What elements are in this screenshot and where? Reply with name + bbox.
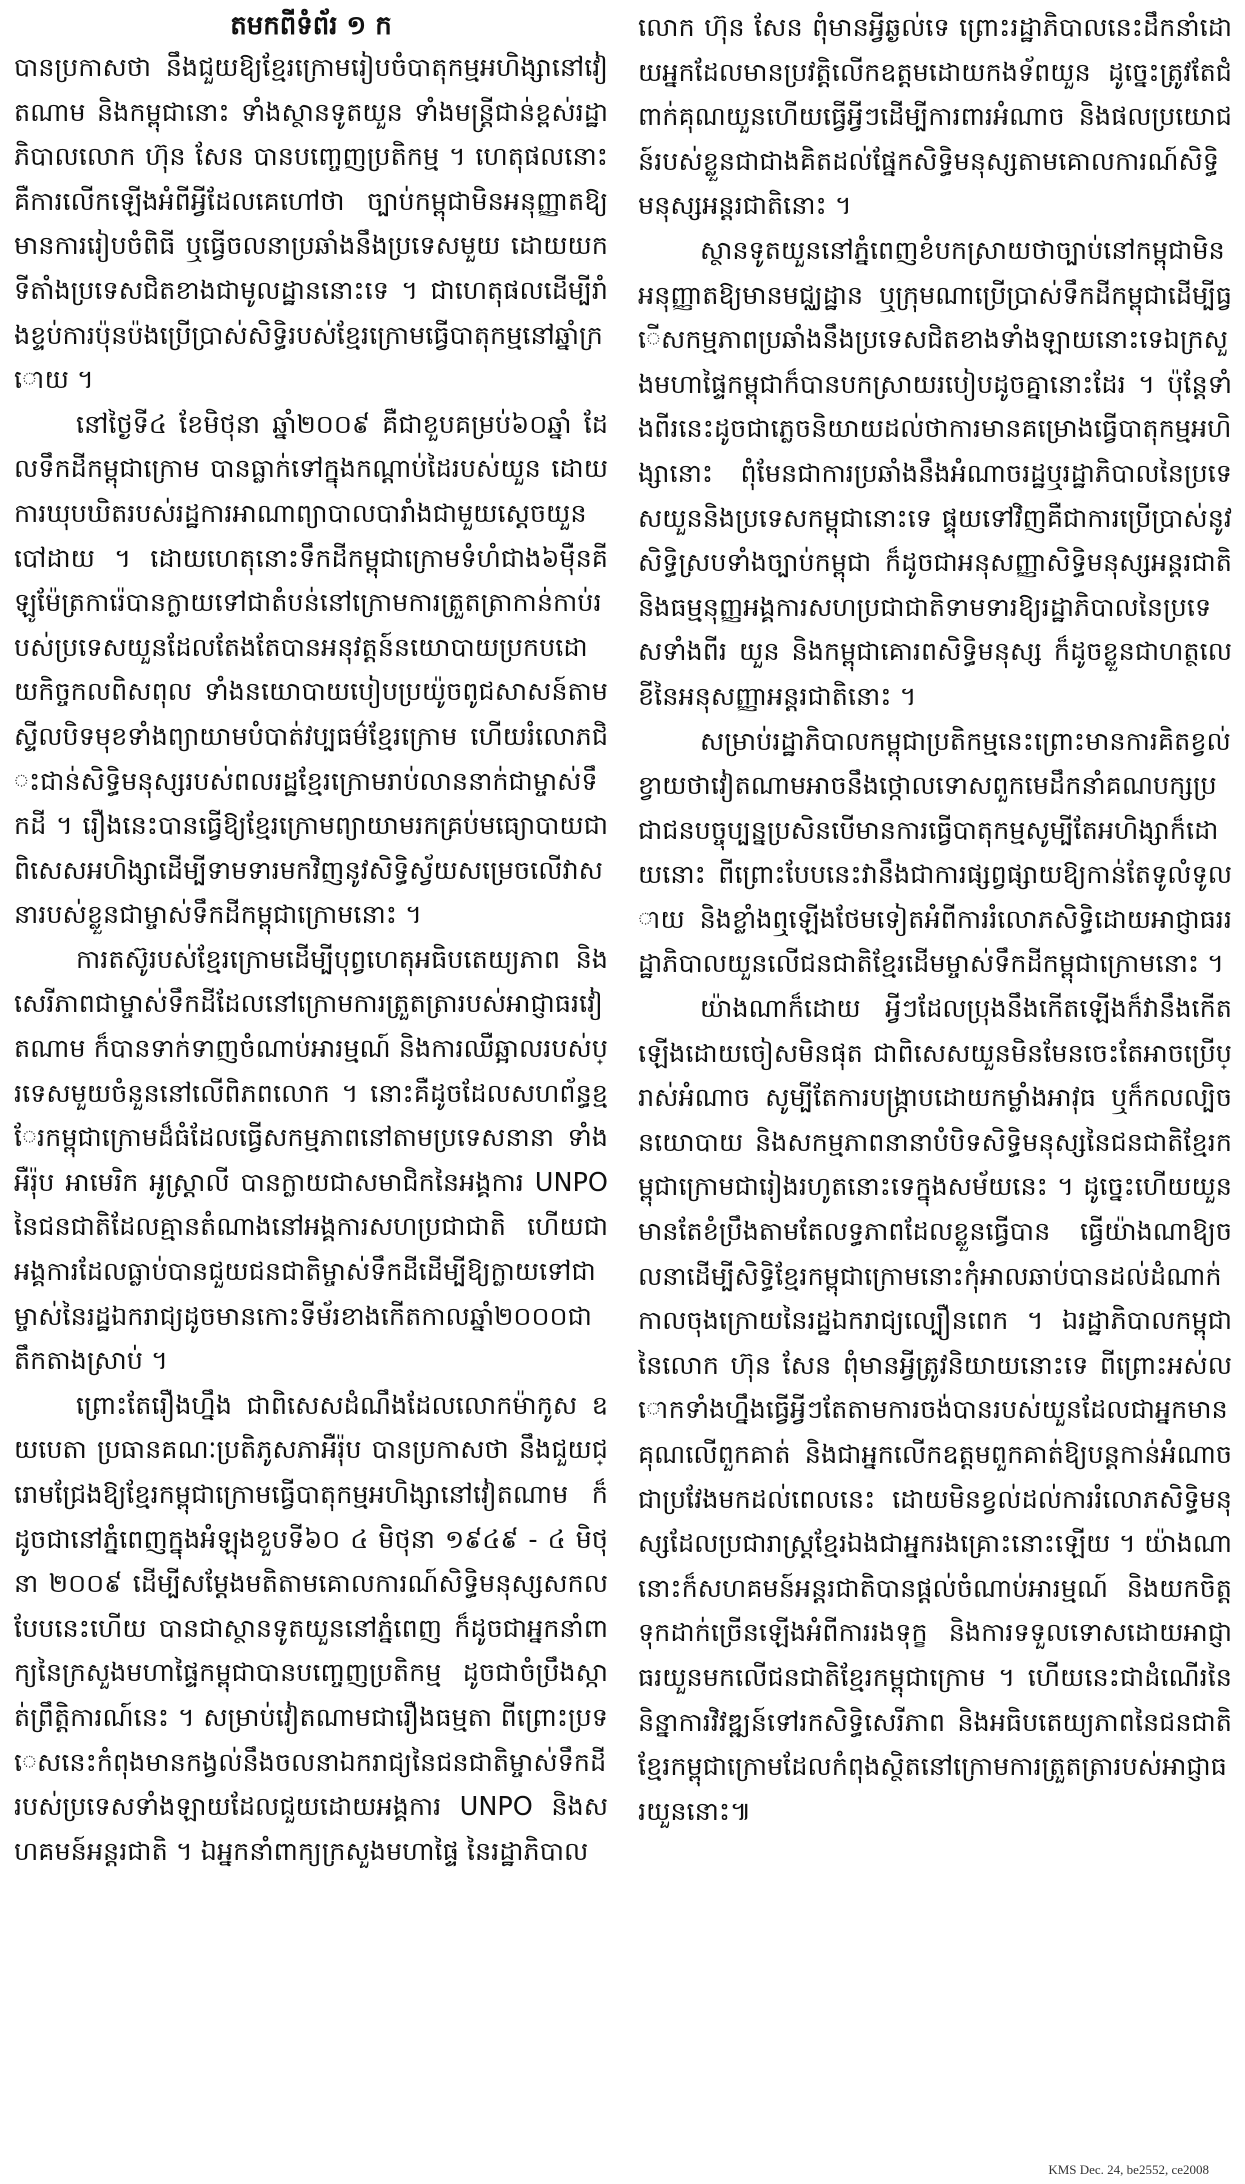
- page-footer-credit: KMS Dec. 24, be2552, ce2008: [1048, 2162, 1209, 2177]
- left-column: [14, 6, 608, 2146]
- right-paragraph-3: សម្រាប់រដ្ឋាភិបាលកម្ពុជាប្រតិកម្មនេះព្រោះមានការគិតខ្វល់ខ្វាយថាវៀតណាមអាចនឹងថ្កោលទោសពួកមេដឹកនាំគណបក្សប្រជាជនបច្ចុប្បន្នប្រសិនបើមានការធ្វើបាតុកម្មសូម្បីតែអហិង្សាក៏ដោយនោះ ពីព្រោះបែបនេះវានឹងជាការផ្សព្វផ្សាយឱ្យកាន់តែទូលំទូលាយ និងខ្លាំងឮឡើងថែមទៀតអំពីការរំលោភសិទ្ធិដោយអាជ្ញាធររដ្ឋាភិបាលយួនលើជនជាតិខ្មែរដើមម្ចាស់ទឹកដីកម្ពុជាក្រោមនោះ ។: [638, 726, 1232, 980]
- right-column: [638, 6, 1232, 2146]
- continuation-heading: តមកពីទំព័រ ១ ក: [230, 11, 392, 41]
- right-paragraph-1: លោក ហ៊ុន សែន ពុំមានអ្វីឆ្ងល់ទេ ព្រោះរដ្ឋាភិបាលនេះដឹកនាំដោយអ្នកដែលមានប្រវត្តិលើកឧត្តមដោយកងទ័ពយួន ដូច្នេះត្រូវតែជំពាក់គុណយួនហើយធ្វើអ្វីៗដើម្បីការពារអំណាច និងផលប្រយោជន៍របស់ខ្លួនជាជាងគិតដល់ផ្នែកសិទ្ធិមនុស្សតាមគោលការណ៍សិទ្ធិមនុស្សអន្តរជាតិនោះ ។: [638, 13, 1232, 222]
- left-paragraph-2: នៅថ្ងៃទី៤ ខែមិថុនា ឆ្នាំ២០០៩ គឺជាខួបគម្រប់៦០ឆ្នាំ ដែលទឹកដីកម្ពុជាក្រោម បានធ្លាក់ទៅក្នុងកណ្ដាប់ដៃរបស់យួន ដោយការឃុបឃិតរបស់រដ្ឋការអាណាព្យាបាលបារាំងជាមួយស្ដេចយួន បៅដាយ ។ ដោយហេតុនោះទឹកដីកម្ពុជាក្រោមទំហំជាង៦ម៉ឺនគីឡូម៉ែត្រការ៉េបានក្លាយទៅជាតំបន់នៅក្រោមការត្រួតត្រាកាន់កាប់របស់ប្រទេសយួនដែលតែងតែបានអនុវត្តន៍នយោបាយប្រកបដោយកិច្ចកលពិសពុល ទាំងនយោបាយបៀបប្រយ៉ូចពូជសាសន៍តាមស្ទីលបិទមុខទាំងព្យាយាមបំបាត់វប្បធម៌ខ្មែរក្រោម ហើយរំលោភជិះជាន់សិទ្ធិមនុស្សរបស់ពលរដ្ឋខ្មែរក្រោមរាប់លាននាក់ជាម្ចាស់ទឹកដី ។ រឿងនេះបានធ្វើឱ្យខ្មែរក្រោមព្យាយាមរកគ្រប់មធ្យោបាយជាពិសេសអហិង្សាដើម្បីទាមទារមកវិញនូវសិទ្ធិស្វ័យសម្រេចលើវាសនារបស់ខ្លួនជាម្ចាស់ទឹកដីកម្ពុជាក្រោមនោះ ។: [14, 409, 608, 931]
- left-paragraph-1: បានប្រកាសថា នឹងជួយឱ្យខ្មែរក្រោមរៀបចំបាតុកម្មអហិង្សានៅវៀតណាម និងកម្ពុជានោះ ទាំងស្ថានទូតយួន ទាំងមន្ត្រីជាន់ខ្ពស់រដ្ឋាភិបាលលោក ហ៊ុន សែន បានបញ្ចេញប្រតិកម្ម ។ ហេតុផលនោះ គឺការលើកឡើងអំពីអ្វីដែលគេហៅថា ច្បាប់កម្ពុជាមិនអនុញ្ញាតឱ្យមានការរៀបចំពិធី ឬធ្វើចលនាប្រឆាំងនឹងប្រទេសមួយ ដោយយកទីតាំងប្រទេសជិតខាងជាមូលដ្ឋាននោះទេ ។ ជាហេតុផលដើម្បីរាំងខ្ទប់ការប៉ុនប៉ងប្រើប្រាស់សិទ្ធិរបស់ខ្មែរក្រោមធ្វើបាតុកម្មនៅឆ្នាំក្រោយ ។: [14, 53, 608, 396]
- left-paragraph-3: ការតស៊ូរបស់ខ្មែរក្រោមដើម្បីបុព្វហេតុអធិបតេយ្យភាព និងសេរីភាពជាម្ចាស់ទឹកដីដែលនៅក្រោមការត្រួតត្រារបស់អាជ្ញាធរវៀតណាម ក៏បានទាក់ទាញចំណាប់អារម្មណ៍ និងការឈឺឆ្អាលរបស់ប្រទេសមួយចំនួននៅលើពិភពលោក ។ នោះគឺដូចដែលសហព័ន្ធខ្មែរកម្ពុជាក្រោមដ៏ធំដែលធ្វើសកម្មភាពនៅតាមប្រទេសនានា ទាំងអឺរ៉ុប អាមេរិក អូស្ត្រាលី បានក្លាយជាសមាជិកនៃអង្គការ UNPO នៃជនជាតិដែលគ្មានតំណាងនៅអង្គការសហប្រជាជាតិ ហើយជាអង្គការដែលធ្លាប់បានជួយជនជាតិម្ចាស់ទឹកដីដើម្បីឱ្យក្លាយទៅជាម្ចាស់នៃរដ្ឋឯករាជ្យដូចមានកោះទីម័រខាងកើតកាលឆ្នាំ២០០០ជាតឹកតាងស្រាប់ ។: [14, 944, 608, 1377]
- right-paragraph-4: យ៉ាងណាក៏ដោយ អ្វីៗដែលប្រុងនឹងកើតឡើងក៏វានឹងកើតឡើងដោយចៀសមិនផុត ជាពិសេសយួនមិនមែនចេះតែអាចប្រើប្រាស់អំណាច សូម្បីតែការបង្ក្រាបដោយកម្លាំងអាវុធ ឬក៏កលល្បិចនយោបាយ និងសកម្មភាពនានាបំបិទសិទ្ធិមនុស្សនៃជនជាតិខ្មែរកម្ពុជាក្រោមជារៀងរហូតនោះទេក្នុងសម័យនេះ ។ ដូច្នេះហើយយួនមានតែខំប្រឹងតាមតែលទ្ធភាពដែលខ្លួនធ្វើបាន ធ្វើយ៉ាងណាឱ្យចលនាដើម្បីសិទ្ធិខ្មែរកម្ពុជាក្រោមនោះកុំអាលឆាប់បានដល់ដំណាក់កាលចុងក្រោយនៃរដ្ឋឯករាជ្យល្បឿនពេក ។ ឯរដ្ឋាភិបាលកម្ពុជា នៃលោក ហ៊ុន សែន ពុំមានអ្វីត្រូវនិយាយនោះទេ ពីព្រោះអស់លោកទាំងហ្នឹងធ្វើអ្វីៗតែតាមការចង់បានរបស់យួនដែលជាអ្នកមានគុណលើពួកគាត់ និងជាអ្នកលើកឧត្តមពួកគាត់ឱ្យបន្តកាន់អំណាចជាប្រវែងមកដល់ពេលនេះ ដោយមិនខ្វល់ដល់ការរំលោភសិទ្ធិមនុស្សដែលប្រជារាស្ត្រខ្មែរឯងជាអ្នករងគ្រោះនោះឡើយ ។ យ៉ាងណានោះក៏សហគមន៍អន្តរជាតិបានផ្ដល់ចំណាប់អារម្មណ៍ និងយកចិត្តទុកដាក់ច្រើនឡើងអំពីការរងទុក្ខ និងការទទួលទោសដោយអាជ្ញាធរយួនមកលើជនជាតិខ្មែរកម្ពុជាក្រោម ។ ហើយនេះជាដំណើរនៃនិន្នាការវិវឌ្ឍន៍ទៅរកសិទ្ធិសេរីភាព និងអធិបតេយ្យភាពនៃជនជាតិខ្មែរកម្ពុជាក្រោមដែលកំពុងស្ថិតនៅក្រោមការត្រួតត្រារបស់អាជ្ញាធរយួននោះ៕: [638, 994, 1232, 1827]
- left-paragraph-4: ព្រោះតែរឿងហ្នឹង ជាពិសេសដំណឹងដែលលោកម៉ាកូស ឧយបេតា ប្រធានគណៈប្រតិភូសភាអឺរ៉ុប បានប្រកាសថា នឹងជួយជ្រោមជ្រែងឱ្យខ្មែរកម្ពុជាក្រោមធ្វើបាតុកម្មអហិង្សានៅវៀតណាម ក៏ដូចជានៅភ្នំពេញក្នុងអំឡុងខួបទី៦០ ៤ មិថុនា ១៩៤៩ - ៤ មិថុនា ២០០៩ ដើម្បីសម្ដែងមតិតាមគោលការណ៍សិទ្ធិមនុស្សសកលបែបនេះហើយ បានជាស្ថានទូតយួននៅភ្នំពេញ ក៏ដូចជាអ្នកនាំពាក្យនៃក្រសួងមហាផ្ទៃកម្ពុជាបានបញ្ចេញប្រតិកម្ម ដូចជាចំប្រឹងស្កាត់ព្រឹត្តិការណ៍នេះ ។ សម្រាប់វៀតណាមជារឿងធម្មតា ពីព្រោះប្រទេសនេះកំពុងមានកង្វល់នឹងចលនាឯករាជ្យនៃជនជាតិម្ចាស់ទឹកដីរបស់ប្រទេសទាំងឡាយដែលជួយដោយអង្គការ UNPO និងសហគមន៍អន្តរជាតិ ។ ឯអ្នកនាំពាក្យក្រសួងមហាផ្ទៃ នៃរដ្ឋាភិបាល: [14, 1390, 608, 1867]
- two-column-body: [14, 6, 1232, 2146]
- right-paragraph-2: ស្ថានទូតយួននៅភ្នំពេញខំបកស្រាយថាច្បាប់នៅកម្ពុជាមិនអនុញ្ញាតឱ្យមានមជ្ឈដ្ឋាន ឬក្រុមណាប្រើប្រាស់ទឹកដីកម្ពុជាដើម្បីធ្វើសកម្មភាពប្រឆាំងនឹងប្រទេសជិតខាងទាំងឡាយនោះទេឯក្រសួងមហាផ្ទៃកម្ពុជាក៏បានបកស្រាយរបៀបដូចគ្នានោះដែរ ។ ប៉ុន្តែទាំងពីរនេះដូចជាភ្លេចនិយាយដល់ថាការមានគម្រោងធ្វើបាតុកម្មអហិង្សានោះ ពុំមែនជាការប្រឆាំងនឹងអំណាចរដ្ឋឬរដ្ឋាភិបាលនៃប្រទេសយួននិងប្រទេសកម្ពុជានោះទេ ផ្ទុយទៅវិញគឺជាការប្រើប្រាស់នូវសិទ្ធិស្របទាំងច្បាប់កម្ពុជា ក៏ដូចជាអនុសញ្ញាសិទ្ធិមនុស្សអន្តរជាតិ និងធម្មនុញ្ញអង្គការសហប្រជាជាតិទាមទារឱ្យរដ្ឋាភិបាលនៃប្រទេសទាំងពីរ យួន និងកម្ពុជាគោរពសិទ្ធិមនុស្ស ក៏ដូចខ្លួនជាហត្ថលេខីនៃអនុសញ្ញាអន្តរជាតិនោះ ។: [638, 235, 1232, 712]
